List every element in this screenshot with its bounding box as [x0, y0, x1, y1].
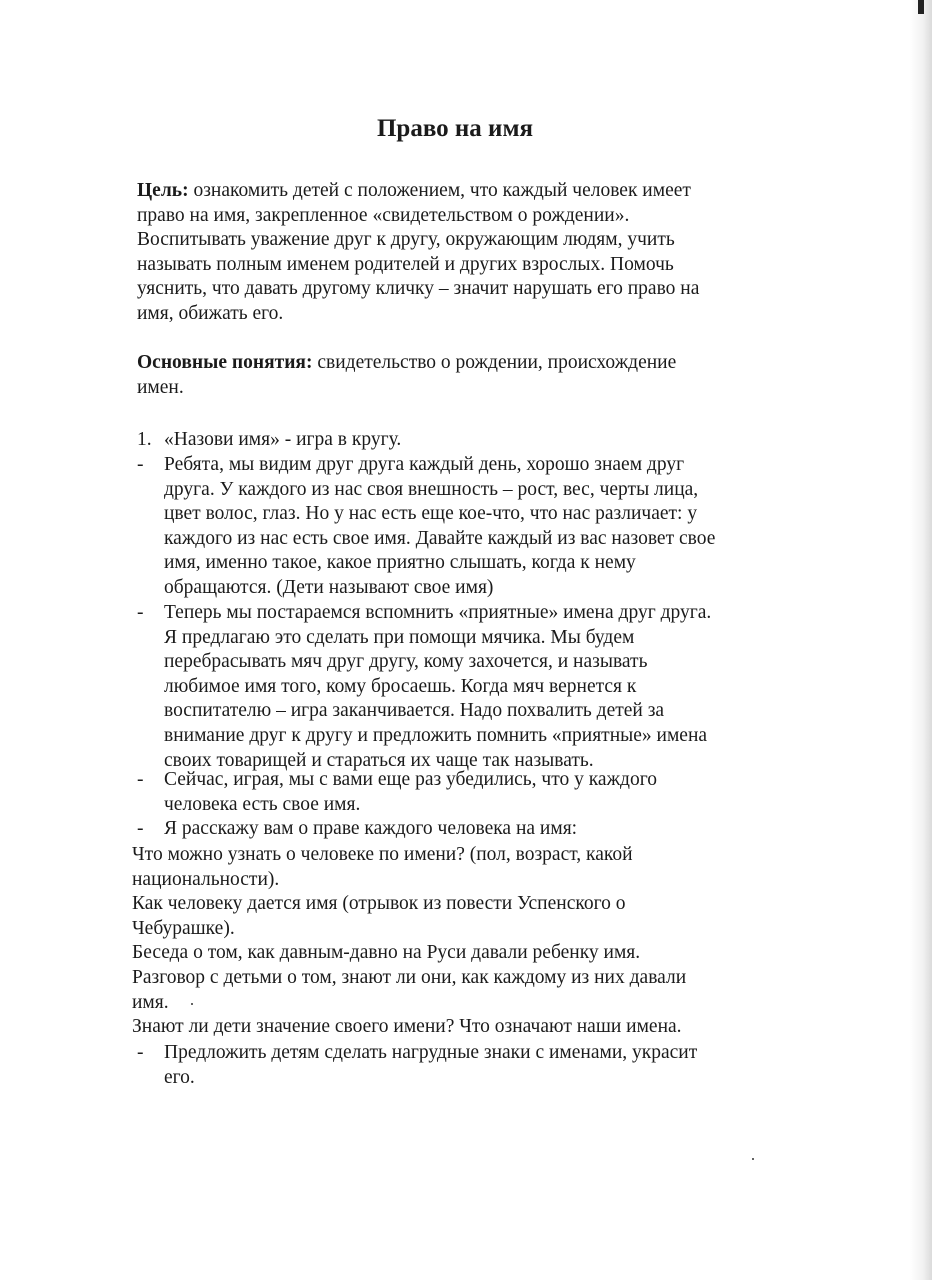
bullet-line: внимание друг к другу и предложить помнить «приятные» имена — [164, 724, 708, 746]
goal-line: называть полным именем родителей и других взрослых. Помочь — [137, 253, 674, 275]
bullet-line: цвет волос, глаз. Но у нас есть еще кое-что, что нас различает: у — [164, 503, 698, 525]
document-title: Право на имя — [376, 115, 534, 142]
bullet-line: Ребята, мы видим друг друга каждый день, хорошо знаем друг — [164, 454, 685, 475]
discussion-line: имя. — [132, 991, 169, 1013]
bullet-dash: - — [137, 454, 144, 475]
bullet-line: человека есть свое имя. — [164, 793, 361, 815]
bullet-line: каждого из нас есть свое имя. Давайте каждый из вас назовет свое — [164, 527, 716, 549]
numbered-item-text: «Назови имя» - игра в кругу. — [164, 429, 402, 450]
bullet-item — [137, 601, 787, 773]
bullet-dash: - — [137, 602, 144, 623]
bullet-dash: - — [137, 818, 144, 839]
concepts-paragraph — [137, 351, 787, 400]
scan-speck — [752, 1158, 754, 1160]
bullet-line: друга. У каждого из нас своя внешность – рост, вес, черты лица, — [164, 478, 699, 500]
goal-first-line: ознакомить детей с положением, что каждый человек имеет — [193, 180, 691, 201]
bullet-line: любимое имя того, кому бросаешь. Когда мяч вернется к — [164, 675, 637, 697]
goal-label: Цель: — [137, 180, 189, 201]
discussion-line: Беседа о том, как давным-давно на Руси давали ребенку имя. — [132, 942, 641, 964]
bullet-line: Я предлагаю это сделать при помощи мячика. Мы будем — [164, 626, 635, 648]
bullet-line: Я расскажу вам о праве каждого человека на имя: — [164, 818, 578, 839]
goal-line: имя, обижать его. — [137, 302, 284, 324]
goal-line: Воспитывать уважение друг к другу, окружающим людям, учить — [137, 229, 675, 251]
bullet-line: своих товарищей и стараться их чаще так называть. — [164, 749, 594, 771]
discussion-line: национальности). — [132, 868, 280, 890]
scan-speck — [191, 1003, 193, 1005]
numbered-item — [137, 428, 787, 453]
bullet-line: воспитателю – игра заканчивается. Надо похвалить детей за — [164, 700, 665, 722]
bullet-line: имя, именно такое, какое приятно слышать, когда к нему — [164, 552, 636, 574]
discussion-line: Как человеку дается имя (отрывок из повести Успенского о — [132, 893, 626, 915]
bullet-line: обращаются. (Дети называют свое имя) — [164, 576, 494, 598]
goal-line: уяснить, что давать другому кличку – значит нарушать его право на — [137, 278, 700, 300]
bullet-line: перебрасывать мяч друг другу, кому захочется, и называть — [164, 651, 648, 673]
bullet-line: Сейчас, играя, мы с вами еще раз убедились, что у каждого — [164, 769, 657, 790]
scan-edge-mark — [918, 0, 924, 14]
bullet-item — [137, 1041, 787, 1090]
concepts-first-line: свидетельство о рождении, происхождение — [317, 352, 677, 373]
bullet-line: Теперь мы постараемся вспомнить «приятные» имена друг друга. — [164, 602, 712, 623]
goal-line: право на имя, закрепленное «свидетельством о рождении». — [137, 204, 630, 226]
bullet-line: его. — [164, 1066, 195, 1088]
discussion-line: Чебурашке). — [132, 917, 235, 939]
discussion-lines — [132, 843, 792, 1040]
list-number: 1. — [137, 429, 152, 450]
discussion-line: Разговор с детьми о том, знают ли они, как каждому из них давали — [132, 966, 687, 988]
bullet-item — [137, 768, 787, 817]
concepts-label: Основные понятия: — [137, 352, 313, 373]
scan-edge-shadow — [910, 0, 932, 1280]
concepts-line: имен. — [137, 376, 184, 398]
bullet-dash: - — [137, 769, 144, 790]
discussion-line: Что можно узнать о человеке по имени? (пол, возраст, какой — [132, 844, 633, 865]
discussion-line: Знают ли дети значение своего имени? Что означают наши имена. — [132, 1016, 682, 1038]
bullet-item — [137, 453, 787, 601]
bullet-line: Предложить детям сделать нагрудные знаки с именами, украсит — [164, 1042, 698, 1063]
goal-paragraph — [137, 179, 787, 327]
bullet-dash: - — [137, 1042, 144, 1063]
bullet-item — [137, 817, 787, 842]
